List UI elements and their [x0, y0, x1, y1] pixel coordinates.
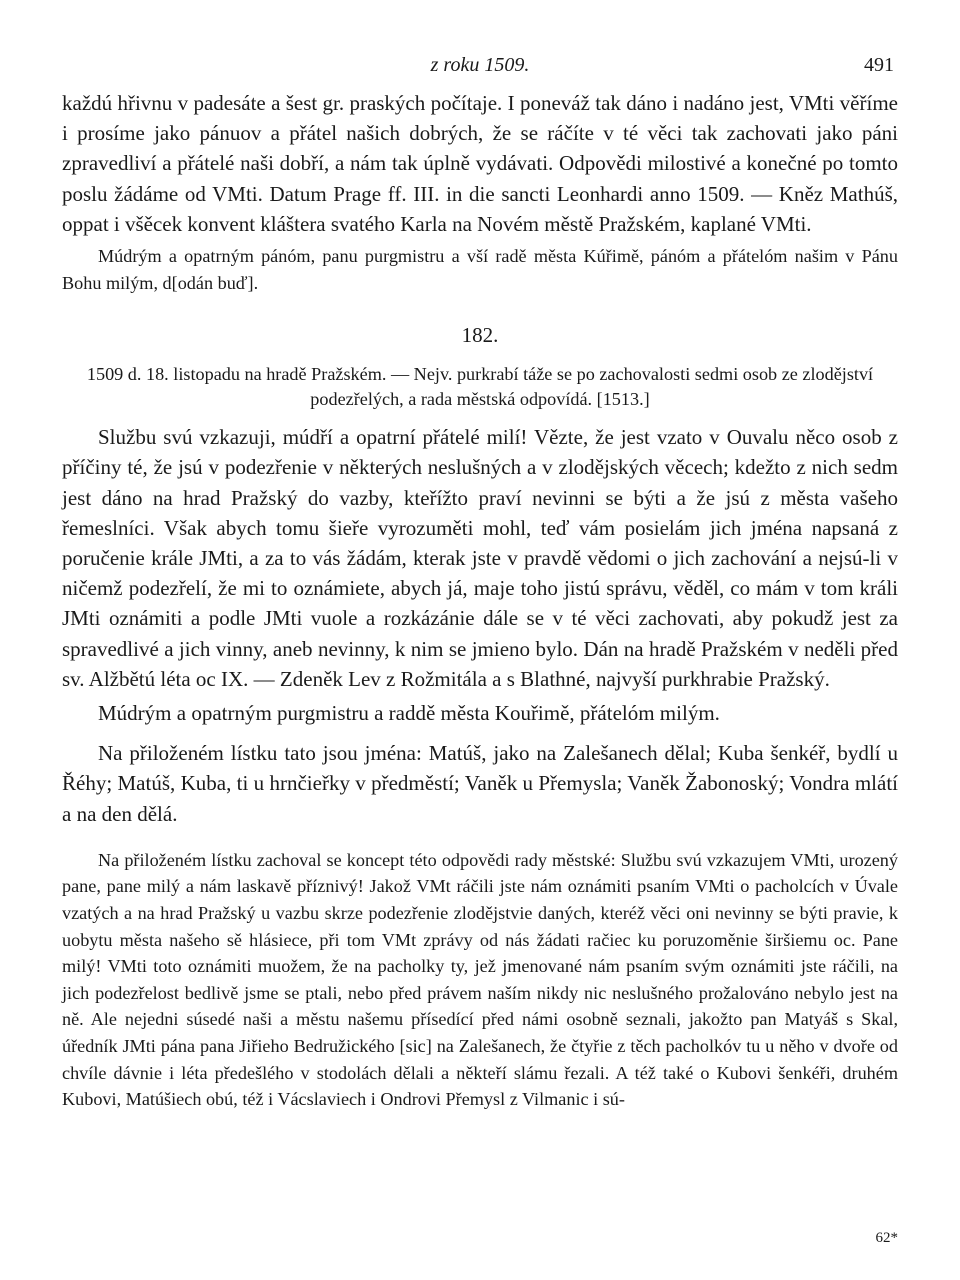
- document-number: 182.: [461, 323, 499, 348]
- running-title: z roku 1509.: [430, 54, 530, 76]
- letter-body: Službu svú vzkazuji, múdří a opatrní přátelé milí! Vězte, že jest vzato v Ouvalu něco osob z příčiny té, že jsú v podezřenie v některých neslušných a v zlodějských věcech; kdežto z nich sedm jest dáno na hrad Pražský do vazby, kteřížto praví nevinni se býti a že jsú z města vašeho řemeslníci. Však abych tomu šieře vyrozuměti mohl, teď vám posielám jich jména napsaná z poručenie krále JMti, a za to vás žádám, kterak jste v pravdě vědomi o jich zachování a nejsú-li v ničemž podezřelí, že mi to oznámiete, abych já, maje toho jistú správu, věděl, co mám v tom králi JMti oznámiti a podle JMti vuole a rozkázánie dále se v té věci zachovati, aby pokudž jest za spravedlivé a jich vinny, aneb nevinny, k nim se jmieno bylo. Dán na hradě Pražském v neděli před sv. Alžbětú léta oc IX. — Zdeněk Lev z Rožmitála a s Blathné, najvyší purkhrabie Pražský.: [62, 425, 898, 691]
- page: [62, 48, 898, 1113]
- letter-address: Múdrým a opatrným purgmistru a raddě města Kouřimě, přátelóm milým.: [98, 701, 720, 726]
- page-number: 491: [864, 54, 894, 76]
- document-heading: 1509 d. 18. listopadu na hradě Pražském. — Nejv. purkrabí táže se po zachovalosti sedmi osob ze zlodějství podezřelých, a rada městská odpovídá. [1513.]: [86, 364, 874, 410]
- running-head: [62, 48, 898, 88]
- continuation-address: Múdrým a opatrným pánóm, panu purgmistru a vší radě města Kúřimě, pánóm a přátelóm našim v Pánu Bohu milým, d[odán buď].: [62, 246, 898, 293]
- concept-note: Na přiloženém lístku zachoval se koncept této odpovědi rady městské: Službu svú vzkazujem VMti, urozený pane, pane milý a nám laskavě příznivý! Jakož VMt ráčili jste nám oznámiti psaním VMti o pacholcích v Úvale vzatých a na hrad Pražský u vazbu skrze podezřenie zlodějstvie daných, kteréž věci oni nevinny se býti pravie, k uobytu města našeho sě hlásiece, při tom VMt zprávy od nás žádati račiec ku poruzoměnie širšiemu oc. Pane milý! VMti toto oznámiti muožem, že na pacholky ty, jež jmenované nám psaním svým oznámiti jste ráčili, na jich podezřelost bedlivě jsme se ptali, nebo před právem naším nikdy nic neslušného prožalováno nebylo jest na ně. Ale nejedni súsedé naši a městu našemu přísedící před námi osobně seznali, jakožto pan Matyáš s Skal, úředník JMti pána pana Jiřieho Bedružického [sic] na Zalešanech, že čtyřie z těch pacholkóv tu u něho v dvoře od chvíle dávnie i léta předešlého v stodolách dělali a někteří slámu řezali. A též také o Kubovi šenkéři, druhém Kubovi, Matúšiech obú, též i Vácslaviech i Ondrovi Přemysl z Vilmanic i sú-: [62, 849, 898, 1110]
- signature-mark: 62*: [875, 1230, 898, 1246]
- list-note: Na přiloženém lístku tato jsou jména: Matúš, jako na Zalešanech dělal; Kuba šenkéř, bydlí u Řéhy; Matúš, Kuba, ti u hrnčieřky v předměstí; Vaněk u Přemysla; Vaněk Žabonoský; Vondra mlátí a na den dělá.: [62, 741, 898, 826]
- continuation-paragraph: každú hřivnu v padesáte a šest gr. praských počítaje. I poneváž tak dáno i nadáno jest, VMti věříme i prosíme jako pánuov a přátel našich dobrých, že se ráčíte v té věci tak zachovati jako páni zpravedliví a přátelé naši dobří, a nám tak úplně vydávati. Odpovědi milostivé a konečné po tomto poslu žádáme od VMti. Datum Prage ff. III. in die sancti Leonhardi anno 1509. — Kněz Mathúš, oppat i všěcek konvent kláštera svatého Karla na Novém městě Pražském, kaplané VMti.: [62, 91, 898, 236]
